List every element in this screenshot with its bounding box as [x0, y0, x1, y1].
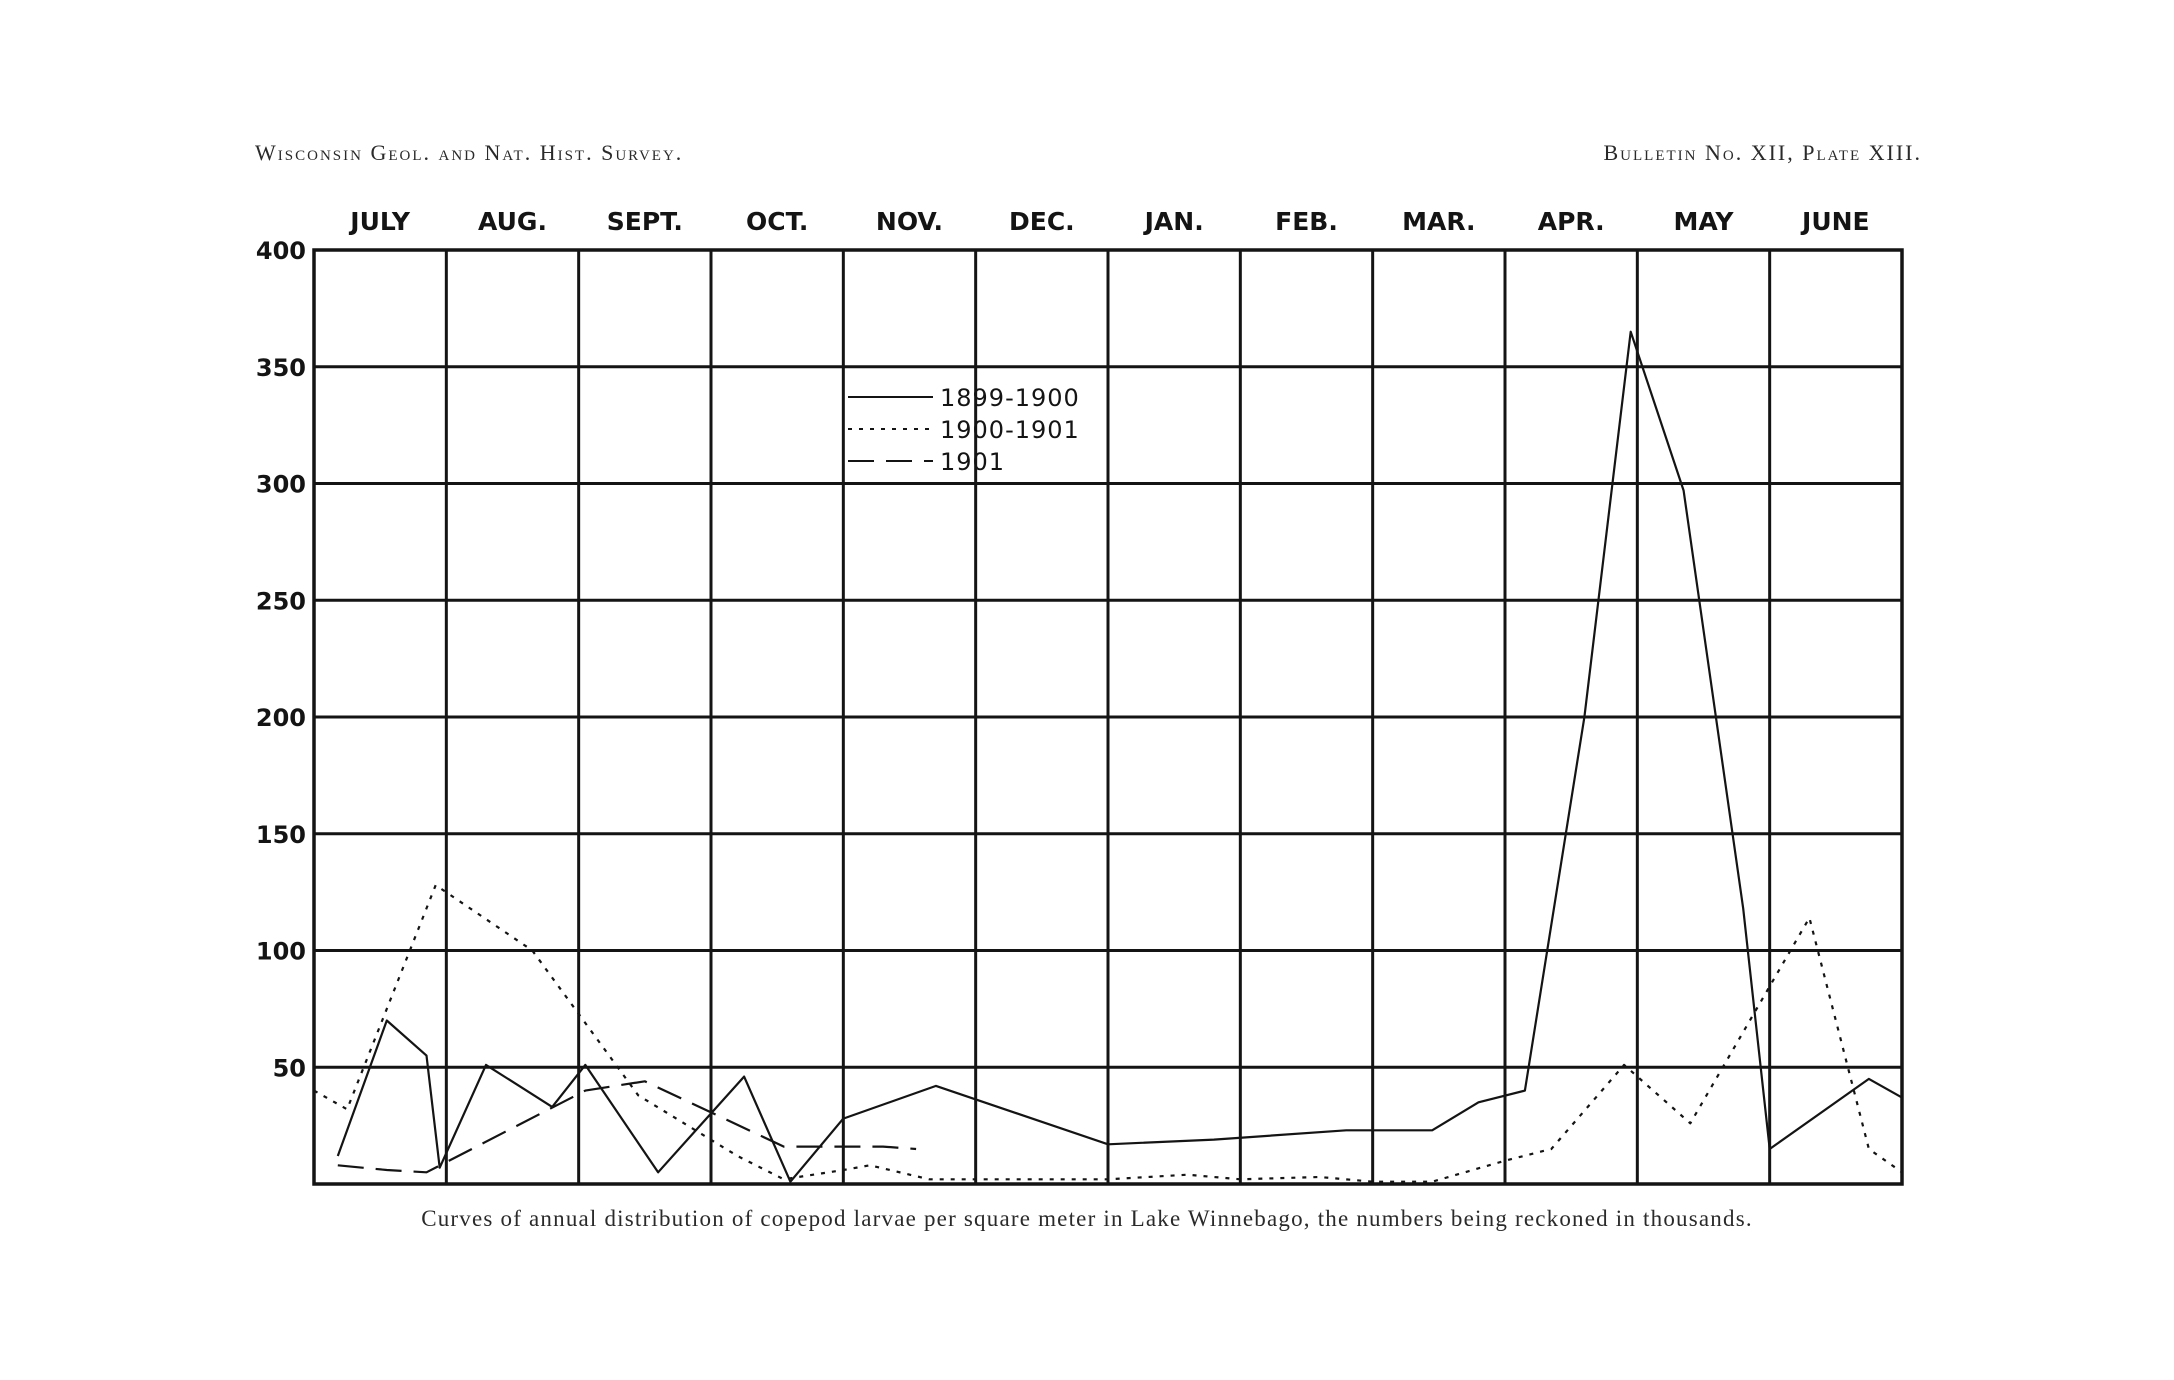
plate-caption: Curves of annual distribution of copepod larvae per square meter in Lake Winnebago, the numbers being reckoned in thousands.	[421, 1206, 1753, 1231]
month-label: MAY	[1673, 207, 1734, 236]
y-tick-label: 150	[255, 820, 306, 849]
y-tick-label: 300	[255, 470, 306, 499]
grid	[314, 250, 1902, 1184]
legend	[848, 384, 1080, 476]
month-label: SEPT.	[606, 207, 683, 236]
legend-label: 1901	[940, 448, 1006, 476]
legend-label: 1900-1901	[940, 416, 1080, 444]
legend-label: 1899-1900	[940, 384, 1080, 412]
y-tick-label: 350	[255, 353, 306, 382]
month-label: JUNE	[1802, 207, 1870, 236]
survey-header: Wisconsin Geol. and Nat. Hist. Survey.	[255, 140, 684, 165]
month-label: JAN.	[1144, 207, 1204, 236]
month-label: OCT.	[745, 207, 809, 236]
month-label: NOV.	[875, 207, 944, 236]
y-tick-label: 50	[272, 1054, 306, 1083]
month-label: AUG.	[478, 207, 547, 236]
month-label: APR.	[1537, 207, 1605, 236]
y-tick-labels	[256, 237, 306, 1082]
month-label: JULY	[350, 207, 411, 236]
y-tick-label: 250	[255, 587, 306, 616]
month-labels	[348, 207, 1869, 236]
y-tick-label: 100	[255, 937, 306, 966]
y-tick-label: 400	[255, 237, 306, 265]
series-line-1899-1900	[338, 332, 1902, 1182]
y-tick-label: 200	[255, 704, 306, 732]
month-label: MAR.	[1402, 207, 1476, 236]
bulletin-header: Bulletin No. XII, Plate XIII.	[1603, 140, 1922, 165]
month-label: DEC.	[1008, 207, 1075, 236]
month-label: FEB.	[1275, 207, 1338, 236]
